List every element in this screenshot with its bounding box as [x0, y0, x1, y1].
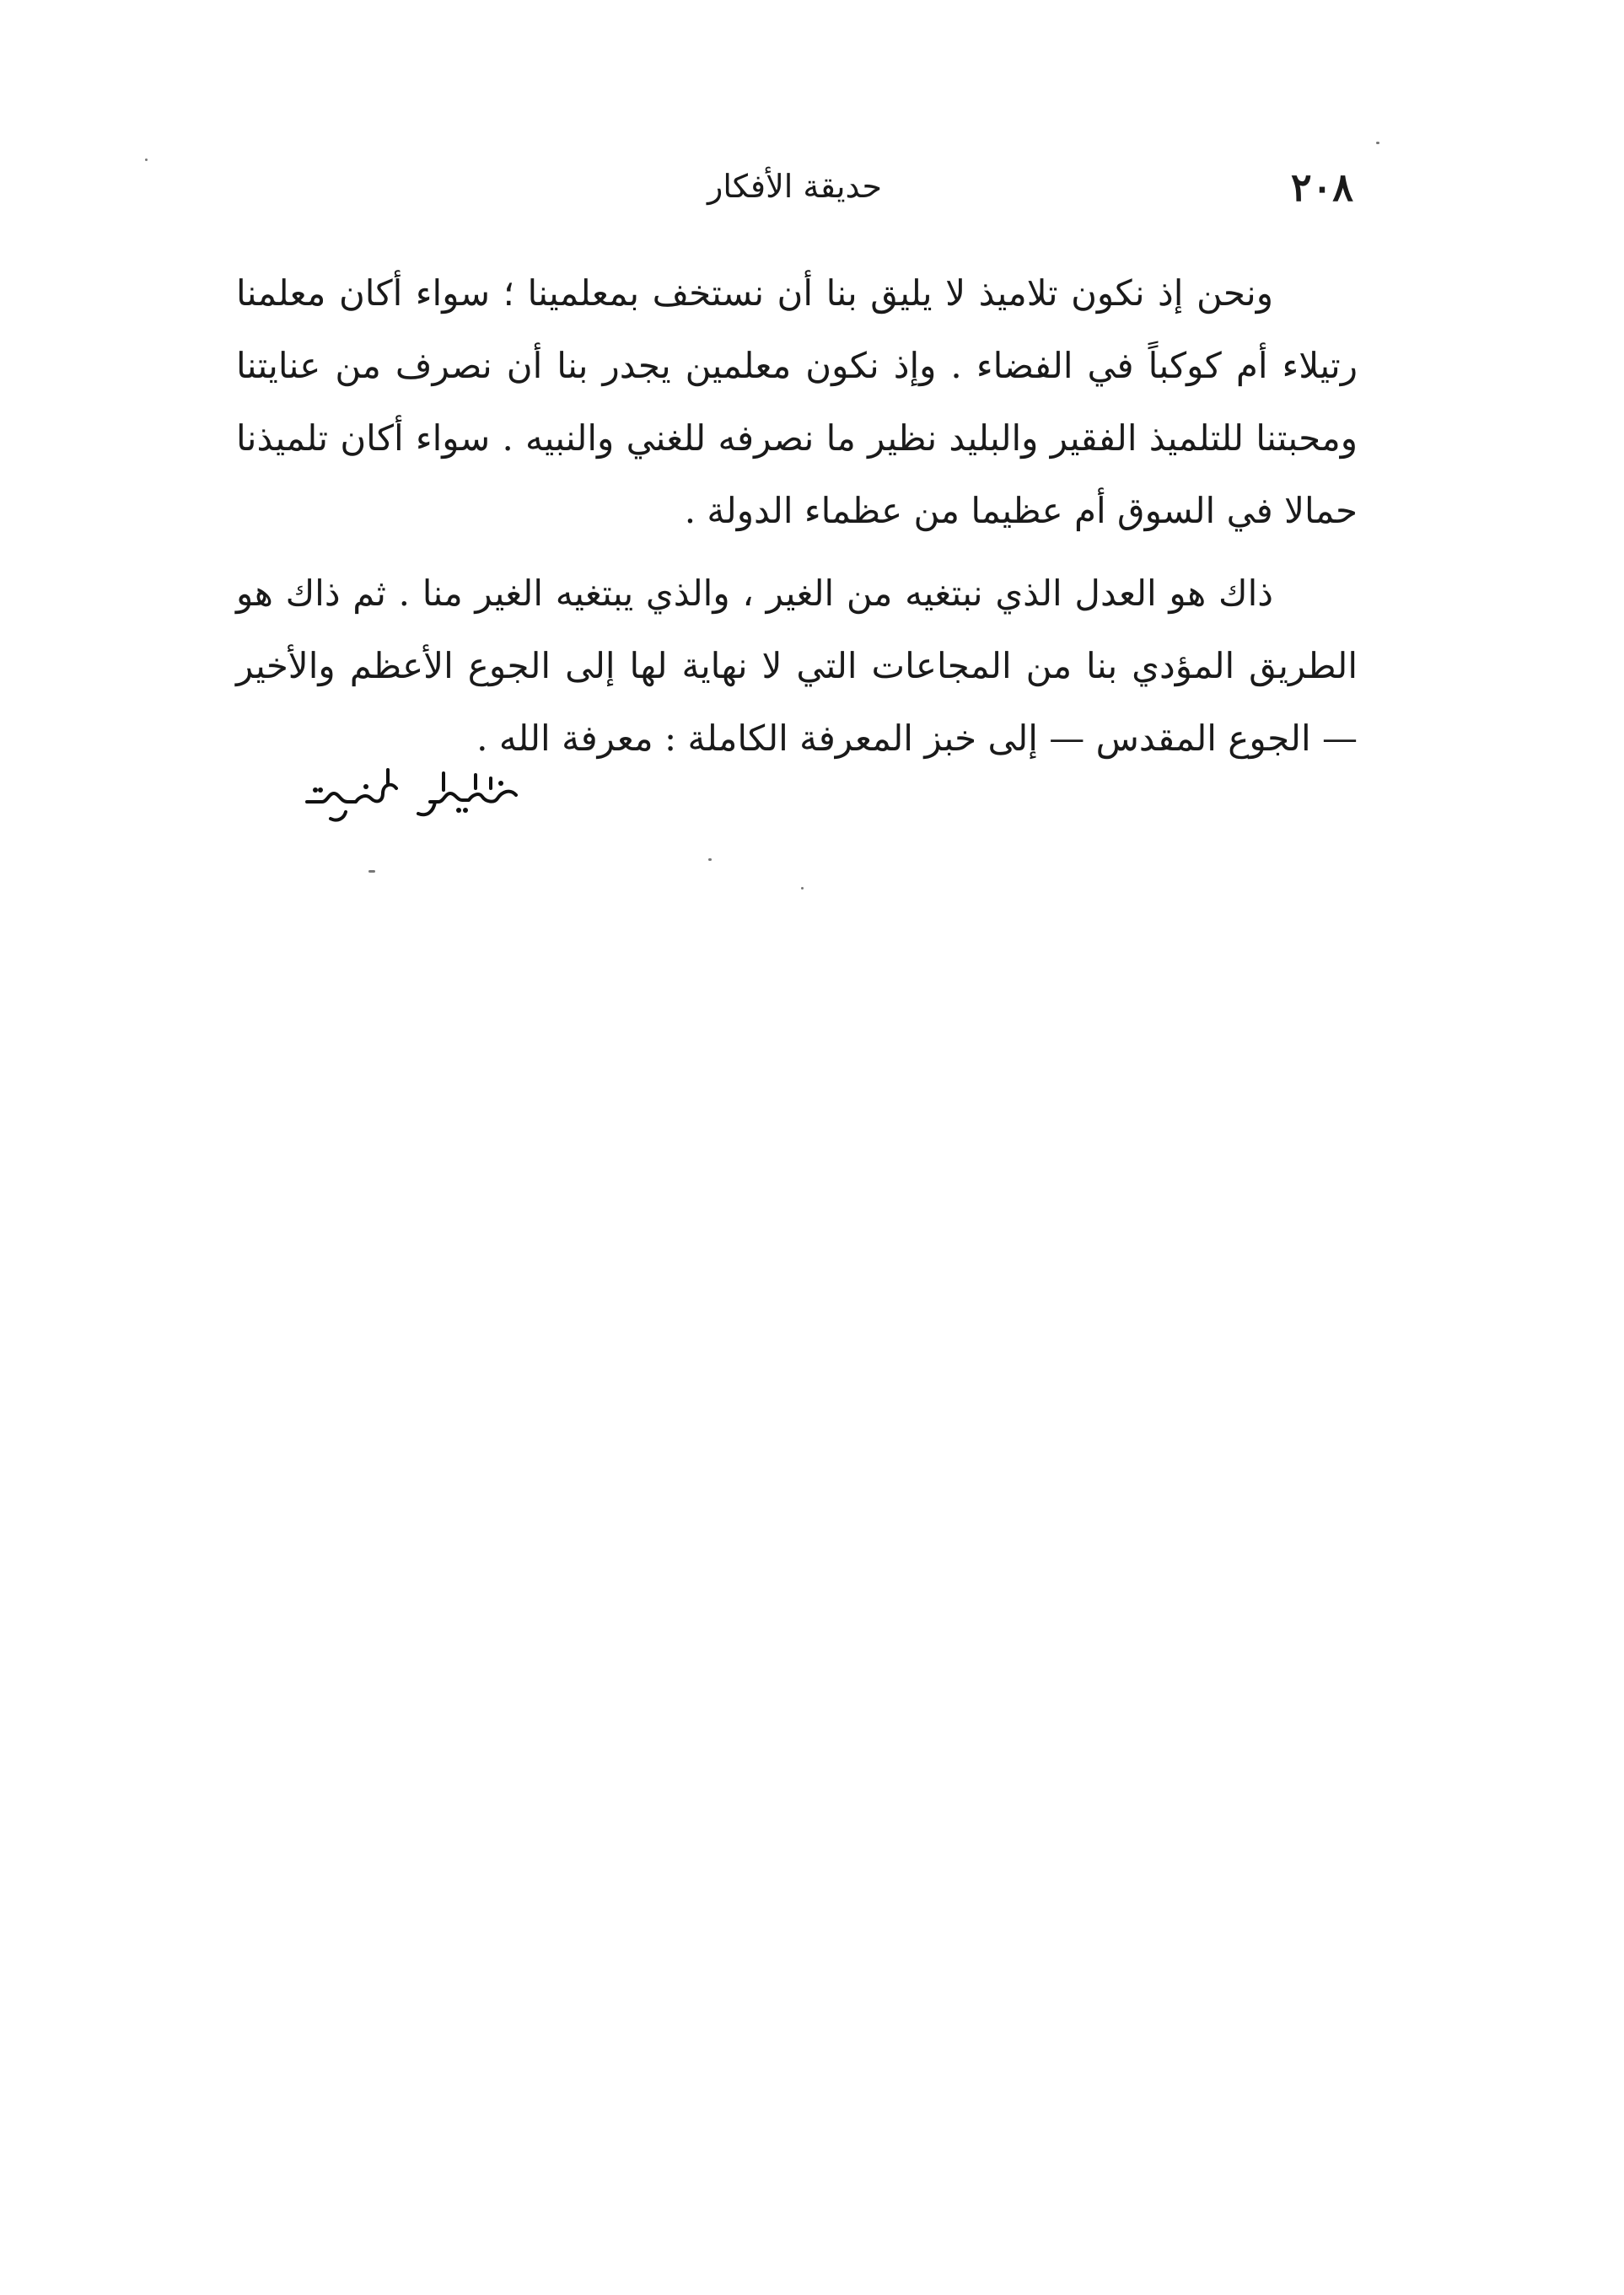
signature-icon — [295, 763, 523, 830]
scan-speck — [801, 887, 804, 890]
body-text — [236, 257, 1358, 785]
paragraph: ونحن إذ نكون تلاميذ لا يليق بنا أن نستخف بمعلمينا ؛ سواء أكان معلمنا رتيلاء أم كوكباً في الفضاء . وإذ نكون معلمين يجدر بنا أن نصرف من عنايتنا ومحبتنا للتلميذ الفقير والبليد نظير ما نصرفه للغني والنبيه . سواء أكان تلميذنا حمالا في السوق أم عظيما من عظماء الدولة . — [236, 272, 1358, 531]
scan-speck — [708, 858, 712, 861]
scan-speck — [368, 870, 375, 873]
paragraph: ذاك هو العدل الذي نبتغيه من الغير ، والذي يبتغيه الغير منا . ثم ذاك هو الطريق المؤدي بنا من المجاعات التي لا نهاية لها إلى الجوع الأعظم والأخير — الجوع المقدس — إلى خبز المعرفة الكاملة : معرفة الله . — [236, 572, 1358, 759]
page-header — [236, 164, 1353, 223]
page-number: ٢٠٨ — [1290, 164, 1353, 210]
scan-speck — [1376, 142, 1379, 144]
handwritten-signature — [295, 763, 523, 830]
running-title: حديقة الأفكار — [707, 168, 882, 205]
scan-speck — [145, 159, 148, 161]
